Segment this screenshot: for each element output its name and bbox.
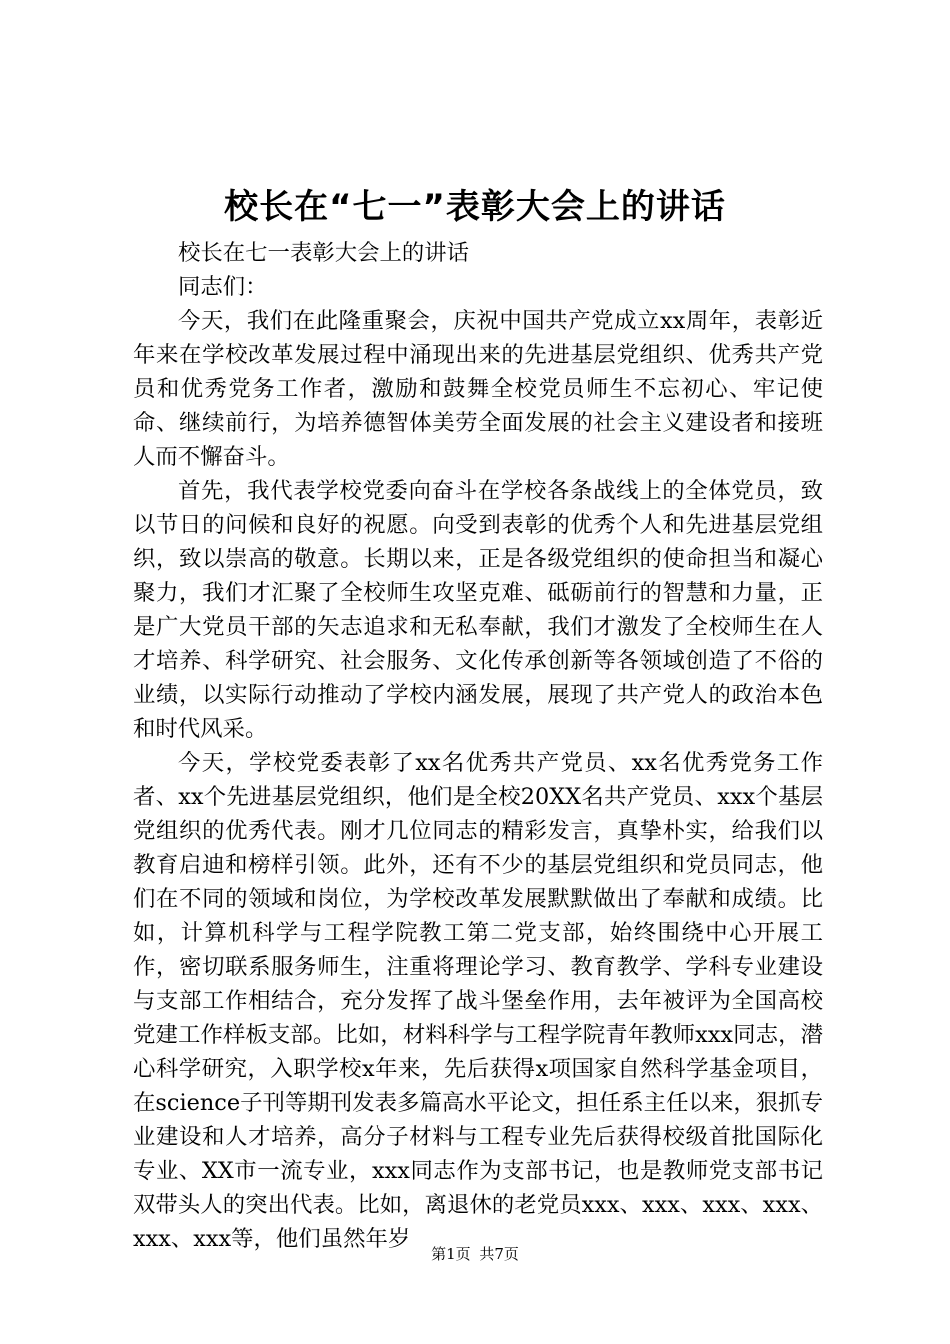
- salutation-paragraph: 同志们：: [178, 274, 268, 300]
- body-paragraph: 首先，我代表学校党委向奋斗在学校各条战线上的全体党员，致以节日的问候和良好的祝愿。向受到表彰的优秀个人和先进基层党组织，致以崇高的敬意。长期以来，正是各级党组织的使命担当和凝心聚力，我们才汇聚了全校师生攻坚克难、砥砺前行的智慧和力量，正是广大党员干部的矢志追求和无私奉献，我们才激发了全校师生在人才培养、科学研究、社会服务、文化传承创新等各领域创造了不俗的业绩，以实际行动推动了学校内涵发展，展现了共产党人的政治本色和时代风采。: [133, 478, 823, 742]
- page-footer: [0, 1243, 950, 1265]
- subtitle-paragraph: 校长在七一表彰大会上的讲话: [178, 240, 470, 266]
- document-title: 校长在“七一”表彰大会上的讲话: [224, 187, 726, 227]
- body-paragraph: 今天，我们在此隆重聚会，庆祝中国共产党成立xx周年，表彰近年来在学校改革发展过程中涌现出来的先进基层党组织、优秀共产党员和优秀党务工作者，激励和鼓舞全校党员师生不忘初心、牢记使命、继续前行，为培养德智体美劳全面发展的社会主义建设者和接班人而不懈奋斗。: [133, 308, 823, 470]
- page-number: 第1页: [431, 1245, 471, 1263]
- body-paragraph: 今天，学校党委表彰了xx名优秀共产党员、xx名优秀党务工作者、xx个先进基层党组织，他们是全校20XX名共产党员、xxx个基层党组织的优秀代表。刚才几位同志的精彩发言，真挚朴实，给我们以教育启迪和榜样引领。此外，还有不少的基层党组织和党员同志，他们在不同的领域和岗位，为学校改革发展默默做出了奉献和成绩。比如，计算机科学与工程学院教工第二党支部，始终围绕中心开展工作，密切联系服务师生，注重将理论学习、教育教学、学科专业建设与支部工作相结合，充分发挥了战斗堡垒作用，去年被评为全国高校党建工作样板支部。比如，材料科学与工程学院青年教师xxx同志，潜心科学研究，入职学校x年来，先后获得x项国家自然科学基金项目，在science子刊等期刊发表多篇高水平论文，担任系主任以来，狠抓专业建设和人才培养，高分子材料与工程专业先后获得校级首批国际化专业、XX市一流专业，xxx同志作为支部书记，也是教师党支部书记双带头人的突出代表。比如，离退休的老党员xxx、xxx、xxx、xxx、xxx、xxx等，他们虽然年岁: [133, 750, 823, 1252]
- page-total: 共7页: [479, 1245, 519, 1263]
- document-body: [133, 236, 823, 1256]
